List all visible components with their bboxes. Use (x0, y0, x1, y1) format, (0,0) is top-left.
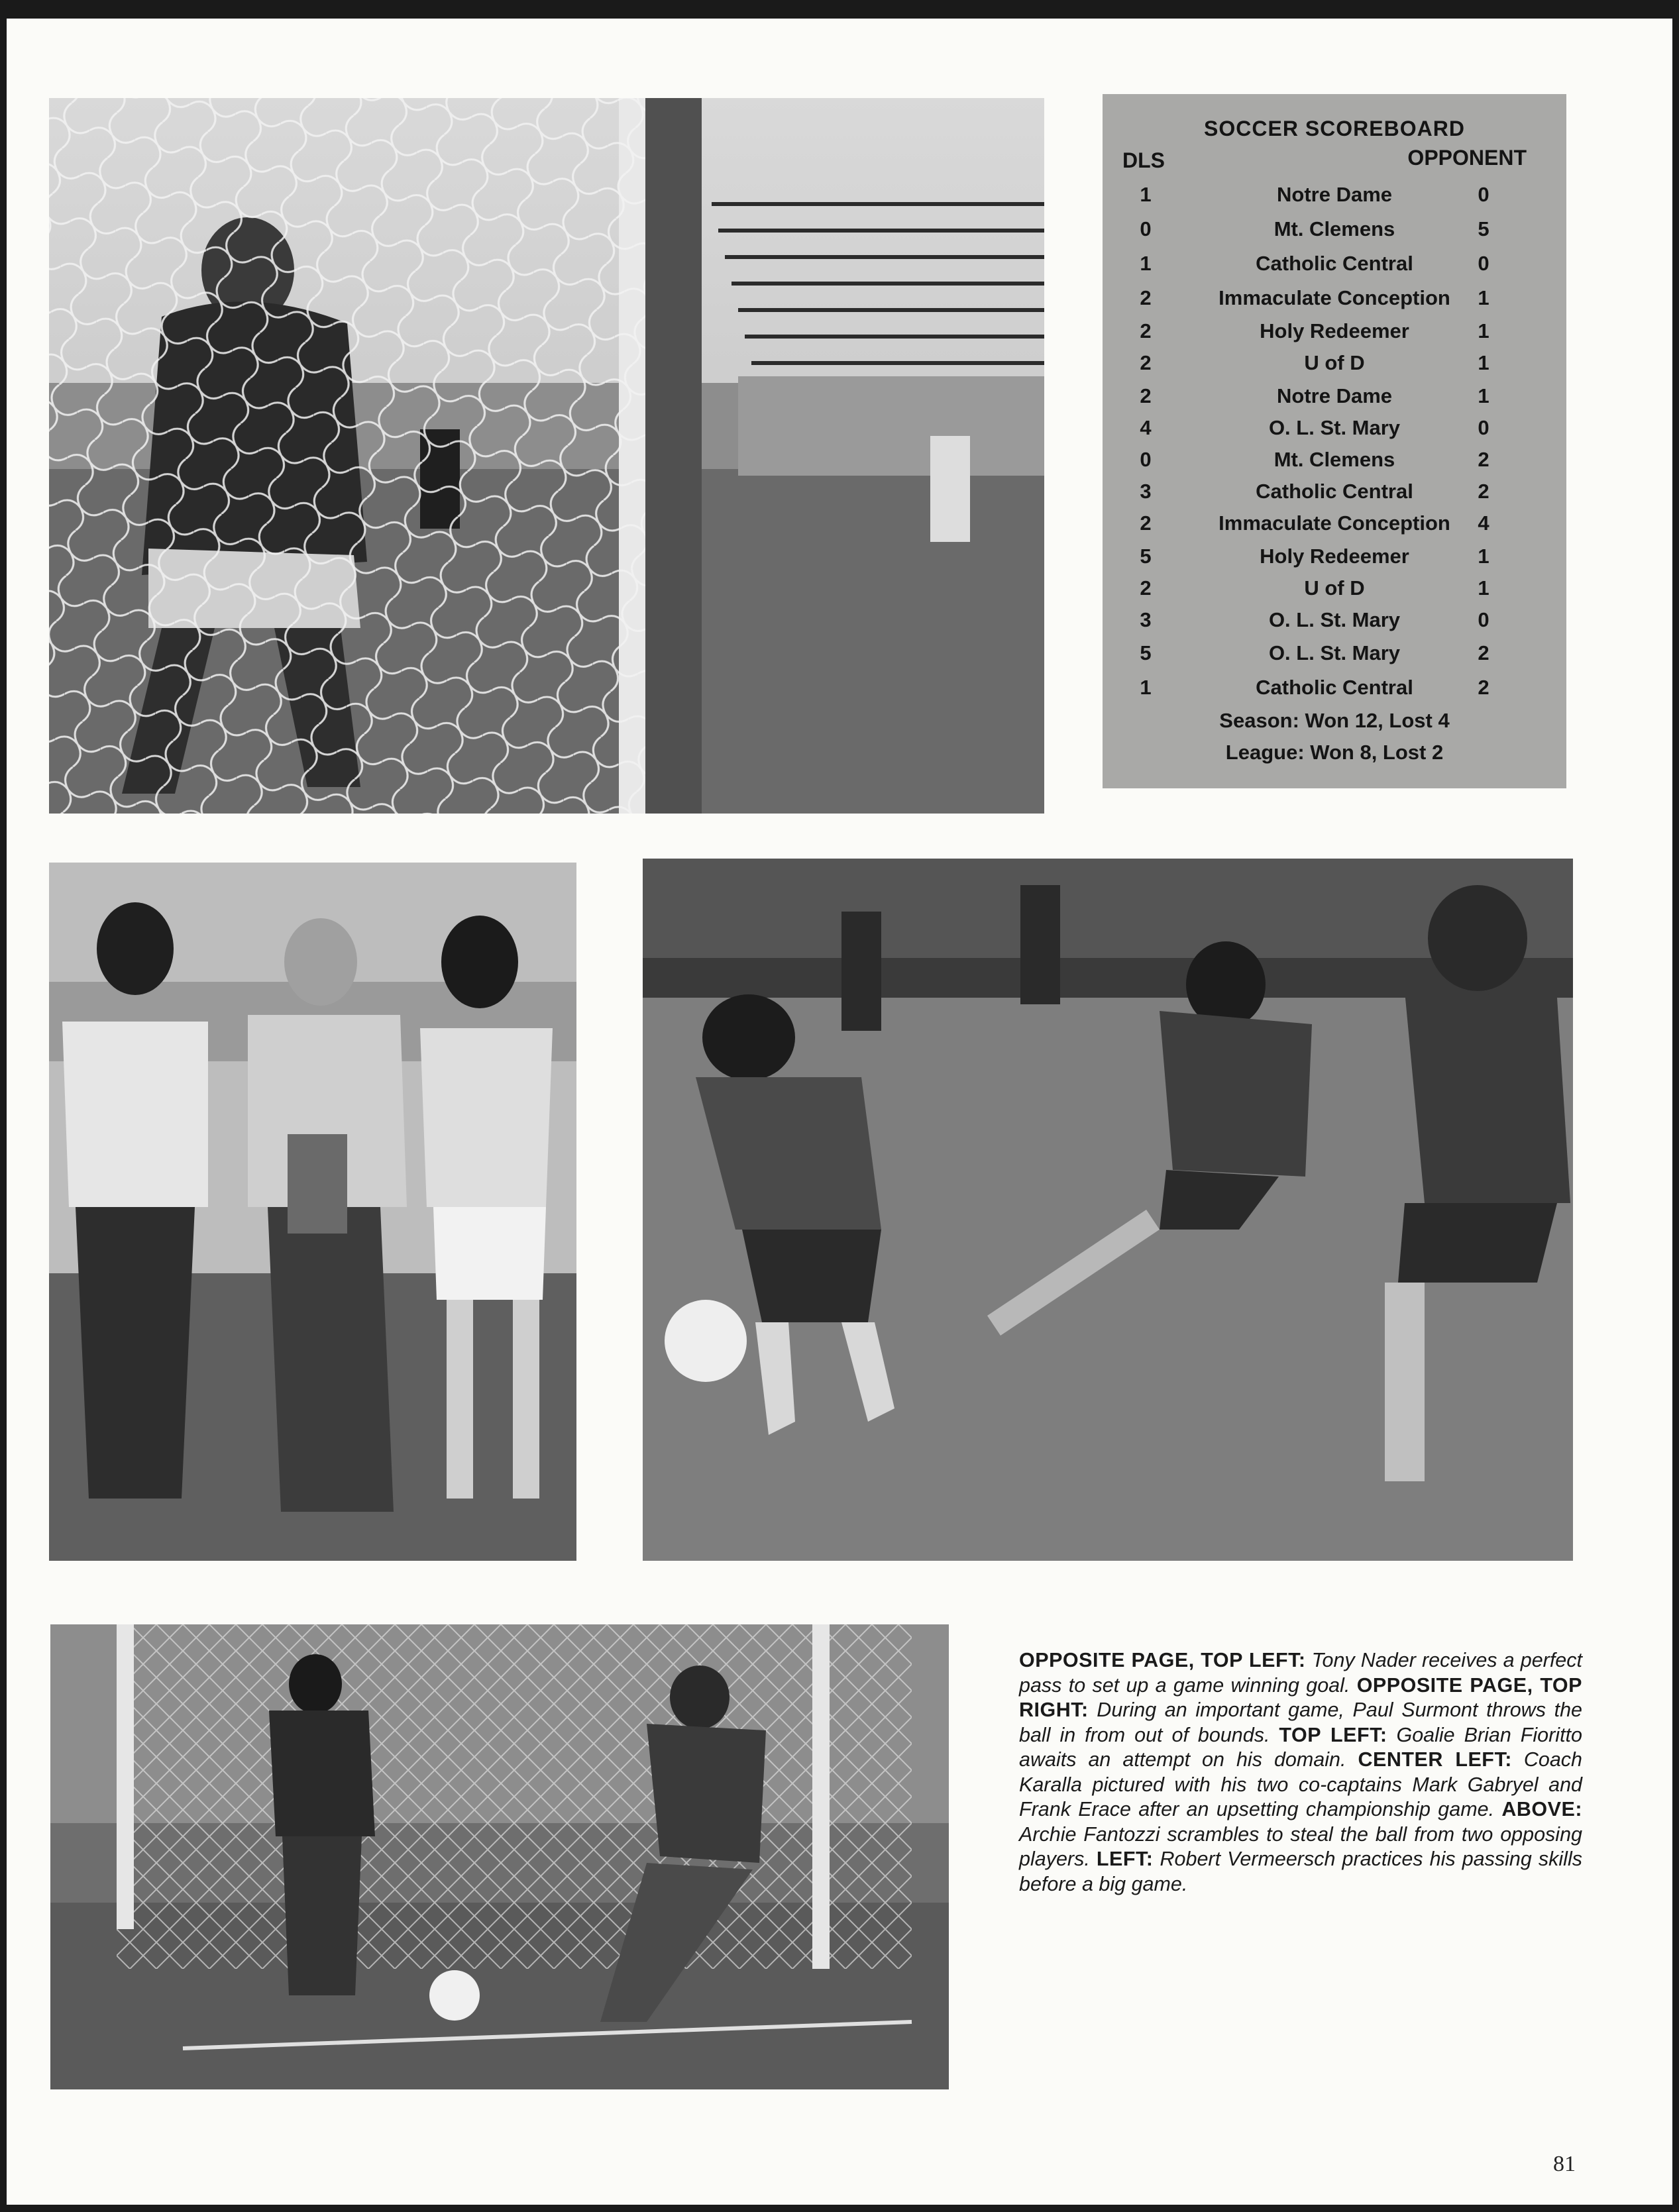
opponent-score: 0 (1478, 183, 1489, 206)
scoreboard-row (1103, 252, 1566, 285)
caption-heading: OPPOSITE PAGE, TOP LEFT: (1019, 1649, 1306, 1671)
opponent-name: Notre Dame (1277, 384, 1392, 407)
dls-score: 3 (1140, 608, 1152, 631)
goalie-photo (49, 98, 1044, 814)
scoreboard-row (1103, 319, 1566, 352)
caption-heading: CENTER LEFT: (1358, 1748, 1512, 1771)
scoreboard-row (1103, 545, 1566, 578)
dls-score: 2 (1140, 286, 1152, 309)
dls-score: 5 (1140, 545, 1152, 568)
opponent-score: 0 (1478, 416, 1489, 439)
opponent-name: O. L. St. Mary (1268, 641, 1401, 664)
opponent-score: 5 (1478, 217, 1489, 240)
opponent-score: 2 (1478, 480, 1489, 503)
scoreboard-row (1103, 416, 1566, 449)
caption-text: During an important game, Paul Surmont throws the ball in from out of bounds. (1019, 1699, 1582, 1746)
opponent-score: 2 (1478, 641, 1489, 664)
opponent-name: U of D (1304, 576, 1365, 600)
scoreboard-title: SOCCER SCOREBOARD (1204, 117, 1465, 140)
opponent-score: 0 (1478, 608, 1489, 631)
dls-score: 2 (1140, 319, 1152, 342)
opponent-name: Notre Dame (1277, 183, 1392, 206)
scoreboard-dls-header: DLS (1122, 148, 1165, 172)
scoreboard-row (1103, 676, 1566, 709)
scoreboard-row (1103, 183, 1566, 216)
dls-score: 0 (1140, 217, 1152, 240)
caption-heading: ABOVE: (1501, 1798, 1582, 1820)
caption-text: Archie Fantozzi scrambles to steal the ball from two opposing players. (1019, 1822, 1582, 1870)
league-record: League: Won 8, Lost 2 (1225, 741, 1444, 764)
opponent-name: O. L. St. Mary (1268, 416, 1401, 439)
dls-score: 1 (1140, 252, 1152, 275)
scoreboard-row (1103, 217, 1566, 250)
page-number: 81 (1553, 2152, 1576, 2176)
scoreboard-row (1103, 448, 1566, 481)
opponent-name: Mt. Clemens (1273, 217, 1395, 240)
season-record: Season: Won 12, Lost 4 (1219, 709, 1450, 732)
scoreboard-row (1103, 576, 1566, 609)
caption-heading: OPPOSITE PAGE, TOP RIGHT: (1019, 1673, 1583, 1721)
opponent-score: 0 (1478, 252, 1489, 275)
dls-score: 2 (1140, 576, 1152, 600)
caption-text: Robert Vermeersch practices his passing skills before a big game. (1019, 1848, 1582, 1895)
dls-score: 4 (1140, 416, 1152, 439)
opponent-score: 2 (1478, 448, 1489, 471)
caption-text: Tony Nader receives a perfect pass to set up a game winning goal. (1019, 1649, 1582, 1697)
dls-score: 0 (1140, 448, 1152, 471)
dls-score: 2 (1140, 384, 1152, 407)
dls-score: 1 (1140, 183, 1152, 206)
scoreboard-row (1103, 511, 1566, 545)
opponent-score: 1 (1478, 545, 1489, 568)
practice-photo (50, 1624, 949, 2089)
opponent-score: 1 (1478, 384, 1489, 407)
opponent-name: Catholic Central (1256, 676, 1413, 699)
scoreboard-row (1103, 286, 1566, 319)
scoreboard-row (1103, 608, 1566, 641)
dls-score: 2 (1140, 511, 1152, 535)
scoreboard-opponent-header: OPPONENT (1407, 146, 1527, 170)
dls-score: 5 (1140, 641, 1152, 664)
opponent-name: Immaculate Conception (1219, 511, 1450, 535)
opponent-score: 4 (1478, 511, 1489, 535)
action-photo (643, 859, 1573, 1561)
photo-caption (1019, 1648, 1582, 1897)
opponent-name: Catholic Central (1256, 252, 1413, 275)
caption-heading: LEFT: (1096, 1848, 1154, 1870)
opponent-name: Catholic Central (1256, 480, 1413, 503)
opponent-score: 1 (1478, 286, 1489, 309)
scoreboard-row (1103, 351, 1566, 384)
scoreboard-row (1103, 480, 1566, 513)
dls-score: 3 (1140, 480, 1152, 503)
opponent-name: O. L. St. Mary (1268, 608, 1401, 631)
opponent-score: 1 (1478, 576, 1489, 600)
opponent-name: Holy Redeemer (1260, 545, 1409, 568)
soccer-scoreboard (1103, 94, 1566, 788)
caption-heading: TOP LEFT: (1279, 1723, 1387, 1746)
caption-text: Goalie Brian Fioritto awaits an attempt on his domain. (1019, 1723, 1582, 1771)
opponent-name: U of D (1304, 351, 1365, 374)
opponent-score: 1 (1478, 351, 1489, 374)
opponent-name: Mt. Clemens (1273, 448, 1395, 471)
opponent-name: Holy Redeemer (1260, 319, 1409, 342)
opponent-score: 1 (1478, 319, 1489, 342)
opponent-score: 2 (1478, 676, 1489, 699)
dls-score: 1 (1140, 676, 1152, 699)
opponent-name: Immaculate Conception (1219, 286, 1450, 309)
dls-score: 2 (1140, 351, 1152, 374)
yearbook-page (7, 19, 1672, 2205)
scoreboard-row (1103, 384, 1566, 417)
coach-captains-photo (49, 863, 576, 1561)
scoreboard-row (1103, 641, 1566, 674)
caption-text: Coach Karalla pictured with his two co-captains Mark Gabryel and Frank Erace after an upsetting championship game. (1019, 1748, 1583, 1820)
